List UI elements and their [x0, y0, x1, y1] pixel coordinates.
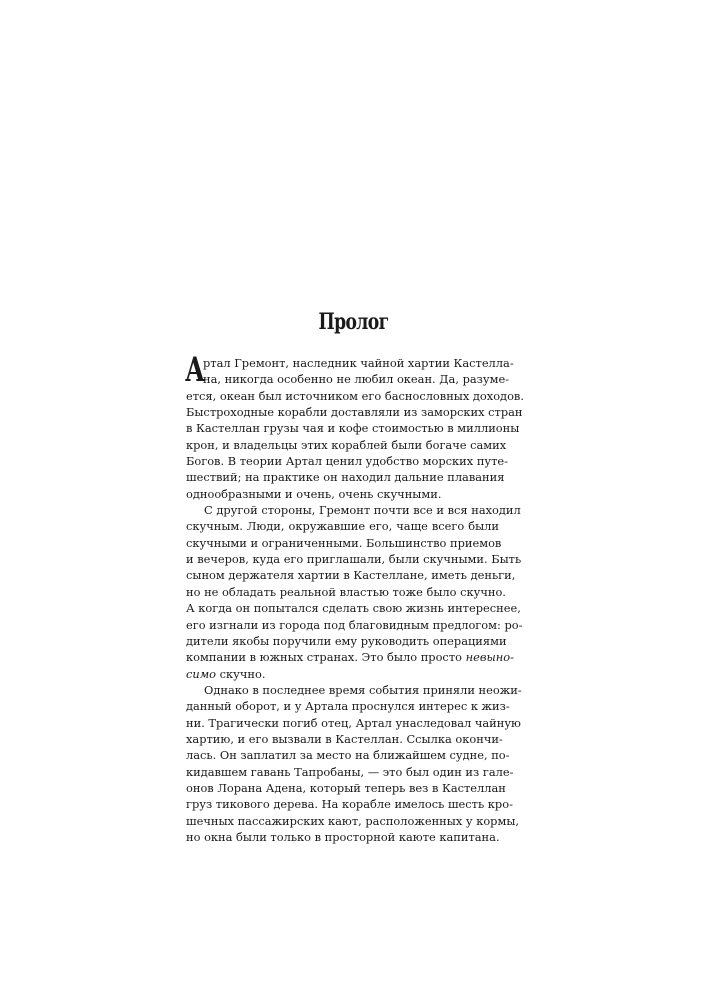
text-line: данный оборот, и у Артала проснулся интерес к жиз- [186, 699, 510, 714]
paragraph-2 [186, 502, 523, 682]
italic-text: симо [186, 666, 217, 681]
text-line: кидавшем гавань Тапробаны, — это был один из гале- [186, 764, 514, 779]
text-line [186, 666, 499, 682]
text-line: в Кастеллан грузы чая и кофе стоимостью в миллионы [186, 421, 520, 436]
text-line: но не обладать реальной властью тоже было скучно. [186, 584, 506, 599]
text-line: крон, и владельцы этих кораблей были богаче самих [186, 437, 507, 452]
text-line: груз тикового дерева. На корабле имелось шесть кро- [186, 797, 513, 812]
text-line: скучным. Люди, окружавшие его, чаще всего были [186, 519, 499, 534]
italic-text: невыно- [465, 650, 514, 665]
text-line: шествий; на практике он находил дальние плавания [186, 470, 505, 485]
text-line: шечных пассажирских кают, расположенных у кормы, [186, 813, 520, 828]
paragraph-1 [185, 350, 524, 502]
text-line: и вечеров, куда его приглашали, были скучными. Быть [186, 552, 522, 567]
text-line: хартию, и его вызвали в Кастеллан. Ссылка окончи- [186, 731, 503, 746]
text-line: но окна были только в просторной каюте капитана. [186, 829, 500, 844]
text-line: С другой стороны, Гремонт почти все и вся находил [204, 503, 521, 518]
text-line: Богов. В теории Артал ценил удобство морских путе- [186, 454, 509, 469]
text-segment: скучно. [216, 666, 266, 681]
text-line: А когда он попытался сделать свою жизнь интереснее, [186, 601, 521, 616]
text-segment: компании в южных странах. Это было просто [186, 650, 466, 665]
chapter-title: Пролог [318, 309, 389, 335]
drop-cap: А [185, 350, 205, 390]
body-text [185, 350, 524, 845]
text-line: однообразными и очень, очень скучными. [186, 486, 442, 501]
paragraph-3 [186, 682, 522, 845]
text-line: на, никогда особенно не любил океан. Да, разуме- [203, 372, 510, 387]
text-line: ни. Трагически погиб отец, Артал унаследовал чайную [186, 715, 521, 730]
text-line [186, 649, 514, 665]
text-line: лась. Он заплатил за место на ближайшем судне, по- [186, 748, 510, 763]
text-line: ртал Гремонт, наследник чайной хартии Кастелла- [203, 356, 514, 370]
text-line: дители якобы поручили ему руководить операциями [186, 633, 507, 648]
text-line: Быстроходные корабли доставляли из заморских стран [186, 405, 523, 420]
text-line: онов Лорана Адена, который теперь вез в Кастеллан [186, 780, 506, 795]
text-line: Однако в последнее время события приняли неожи- [204, 682, 522, 697]
text-line: скучными и ограниченными. Большинство приемов [186, 535, 502, 550]
text-line: сыном держателя хартии в Кастеллане, иметь деньги, [186, 568, 516, 583]
text-line: его изгнали из города под благовидным предлогом: ро- [186, 617, 523, 632]
text-line: ется, океан был источником его баснословных доходов. [186, 388, 524, 403]
